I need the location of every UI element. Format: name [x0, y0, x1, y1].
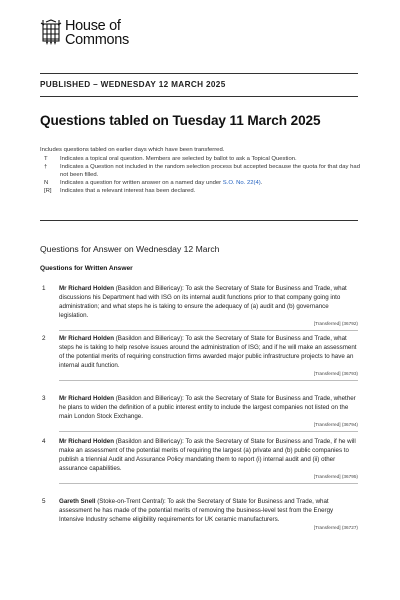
legend-description-end: .	[260, 180, 263, 186]
legend-description: Indicates a topical oral question. Members are selected by ballot to ask a Topical Question.	[60, 156, 297, 162]
legend-symbol: T	[44, 156, 48, 162]
standing-order-link[interactable]: S.O. No. 22(4)	[222, 180, 261, 186]
legend-text	[60, 179, 360, 187]
legend-intro: Includes questions tabled on earlier days which have been transferred.	[40, 147, 225, 153]
question-reference: [Transferred] (36794)	[313, 422, 358, 428]
logo-line-2: Commons	[65, 32, 129, 48]
member-constituency: (Basildon and Billericay):	[115, 438, 184, 445]
question-item	[40, 284, 358, 331]
question-item	[40, 394, 358, 432]
question-body: To ask the Secretary of State for Business and Trade, whether he plans to widen the definition of a public interest entity to include the largest companies not listed on the main London Stock Exchange.	[59, 395, 356, 421]
question-text	[59, 437, 358, 473]
question-reference: [Transferred] (36795)	[313, 474, 358, 480]
legend-text	[60, 155, 360, 163]
question-divider	[59, 330, 358, 331]
legend-description: Indicates a Question not included in the random selection process but accepted because the quota for that day had not been filled.	[60, 164, 360, 178]
logo-wordmark	[65, 19, 129, 47]
member-name: Gareth Snell	[59, 498, 96, 505]
member-name: Mr Richard Holden	[59, 438, 115, 445]
portcullis-icon	[40, 18, 62, 48]
question-divider	[59, 483, 358, 484]
legend-description: Indicates a question for written answer on a named day under	[60, 180, 222, 186]
page-title: Questions tabled on Tuesday 11 March 2025	[40, 113, 321, 128]
legend-item	[40, 179, 360, 187]
legend-item	[40, 163, 360, 179]
question-body: To ask the Secretary of State for Business and Trade, what discussions his Department had with ISG on its internal audit functions prior to that company going into administration; and what steps he is taking to ensure the adequacy of (a) audit and (b) governance legislation.	[59, 285, 347, 320]
legend	[40, 146, 360, 195]
question-text	[59, 334, 358, 370]
legend-text	[60, 187, 360, 195]
house-of-commons-logo	[40, 18, 129, 48]
legend-text	[60, 163, 360, 179]
question-number: 5	[42, 498, 46, 505]
question-reference: [Transferred] (36793)	[313, 371, 358, 377]
legend-item	[40, 187, 360, 195]
question-text	[59, 497, 358, 524]
member-constituency: (Basildon and Billericay):	[115, 335, 184, 342]
question-body: To ask the Secretary of State for Business and Trade, what steps he is taking to help resolve issues around the administration of ISG; and if he will make an assessment of the potential merits of requiring construction firms awarded major public infrastructure projects to have an internal audit function.	[59, 335, 357, 370]
legend-symbol: [R]	[44, 188, 52, 194]
question-body: To ask the Secretary of State for Business and Trade, if he will make an assessment of the potential merits of requiring the largest (a) private and (b) public companies to publish a triennial Audit and Assurance Policy mandating them to report (i) internal audit and (ii) other assurance capabilities.	[59, 438, 356, 473]
question-item	[40, 437, 358, 484]
question-reference: [Transferred] (36727)	[313, 525, 358, 531]
top-rule	[40, 73, 358, 74]
logo-line-1: House of	[65, 18, 121, 34]
question-item	[40, 497, 358, 531]
question-number: 2	[42, 335, 46, 342]
question-number: 4	[42, 438, 46, 445]
legend-item	[40, 155, 360, 163]
question-item	[40, 334, 358, 381]
member-constituency: (Basildon and Billericay):	[115, 395, 184, 402]
question-number: 3	[42, 395, 46, 402]
member-name: Mr Richard Holden	[59, 395, 115, 402]
question-body: To ask the Secretary of State for Business and Trade, what assessment he has made of the potential merits of removing the business-level test from the Energy Intensive Industry scheme eligibility requirements for UK ceramic manufacturers.	[59, 498, 334, 524]
question-divider	[59, 431, 358, 432]
published-banner: PUBLISHED – WEDNESDAY 12 MARCH 2025	[40, 80, 226, 89]
member-constituency: (Stoke-on-Trent Central):	[97, 498, 166, 505]
question-reference: [Transferred] (36792)	[313, 321, 358, 327]
question-divider	[59, 380, 358, 381]
member-constituency: (Basildon and Billericay):	[115, 285, 184, 292]
published-rule	[40, 96, 358, 97]
section-heading: Questions for Answer on Wednesday 12 March	[40, 244, 220, 254]
question-text	[59, 284, 358, 320]
member-name: Mr Richard Holden	[59, 285, 115, 292]
legend-symbol: †	[44, 164, 48, 170]
question-text	[59, 394, 358, 421]
question-number: 1	[42, 285, 46, 292]
legend-symbol: N	[44, 180, 49, 186]
member-name: Mr Richard Holden	[59, 335, 115, 342]
legend-rule	[40, 220, 358, 221]
subheading: Questions for Written Answer	[40, 265, 133, 272]
legend-description: Indicates that a relevant interest has been declared.	[60, 188, 196, 194]
